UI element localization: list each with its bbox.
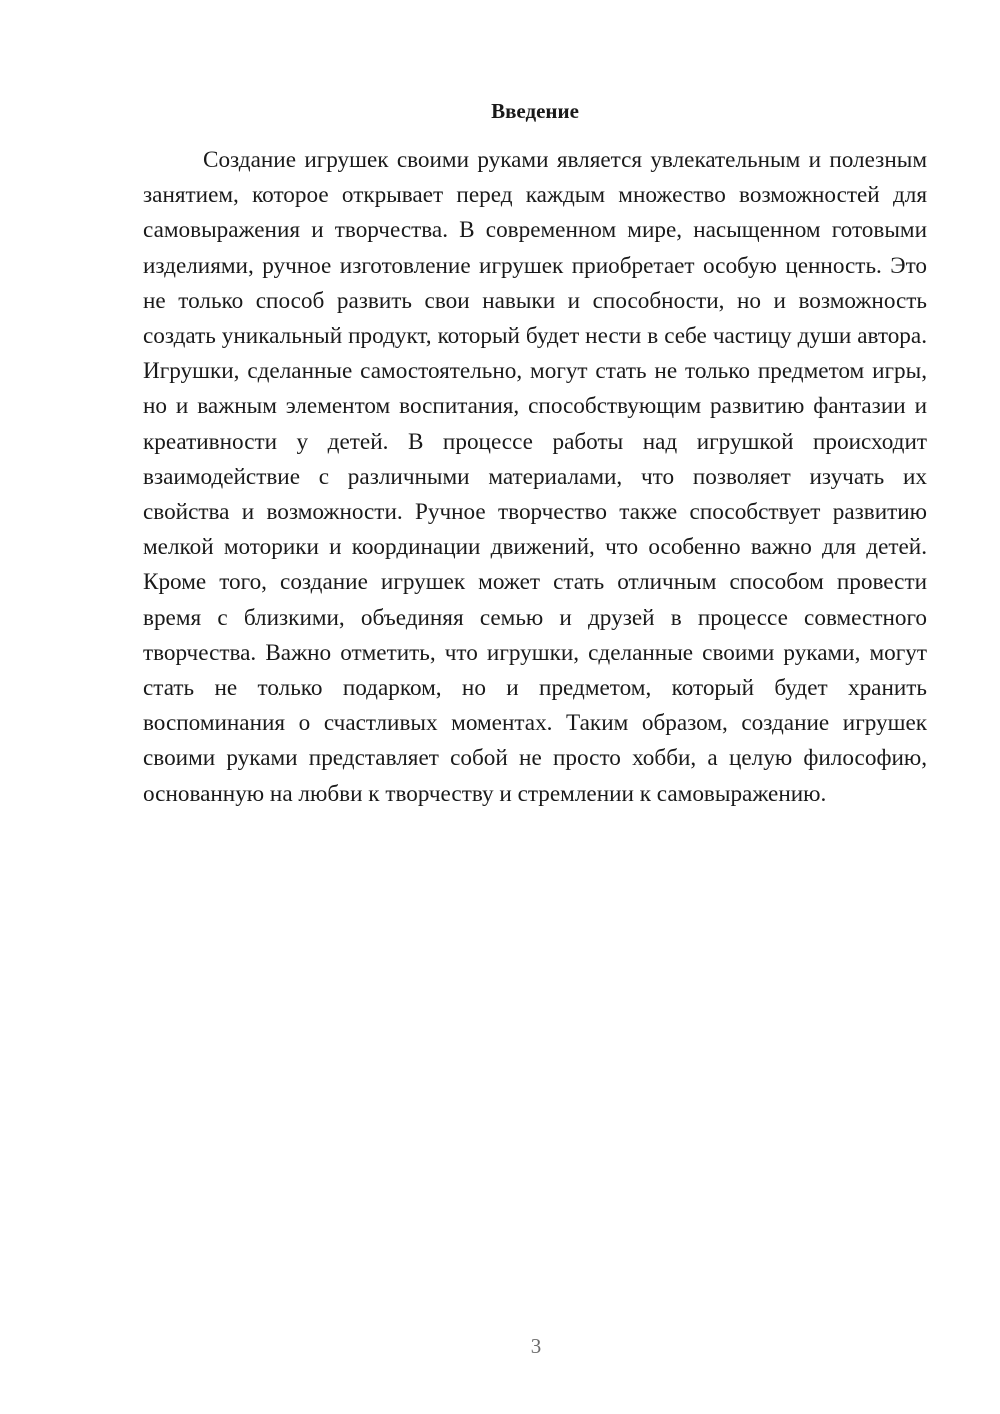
- page-number: 3: [530, 1334, 542, 1358]
- body-paragraph: Создание игрушек своими руками является увлекательным и полезным занятием, которое открывает перед каждым множество возможностей для самовыражения и творчества. В современном мире, насыщенном готовыми изделиями, ручное изготовление игрушек приобретает особую ценность. Это не только способ развить свои навыки и способности, но и возможность создать уникальный продукт, который будет нести в себе частицу души автора. Игрушки, сделанные самостоятельно, могут стать не только предметом игры, но и важным элементом воспитания, способствующим развитию фантазии и креативности у детей. В процессе работы над игрушкой происходит взаимодействие с различными материалами, что позволяет изучать их свойства и возможности. Ручное творчество также способствует развитию мелкой моторики и координации движений, что особенно важно для детей. Кроме того, создание игрушек может стать отличным способом провести время с близкими, объединяя семью и друзей в процессе совместного творчества. Важно отметить, что игрушки, сделанные своими руками, могут стать не только подарком, но и предметом, который будет хранить воспоминания о счастливых моментах. Таким образом, создание игрушек своими руками представляет собой не просто хобби, а целую философию, основанную на любви к творчеству и стремлении к самовыражению.: [143, 147, 927, 807]
- section-heading: Введение: [491, 99, 579, 123]
